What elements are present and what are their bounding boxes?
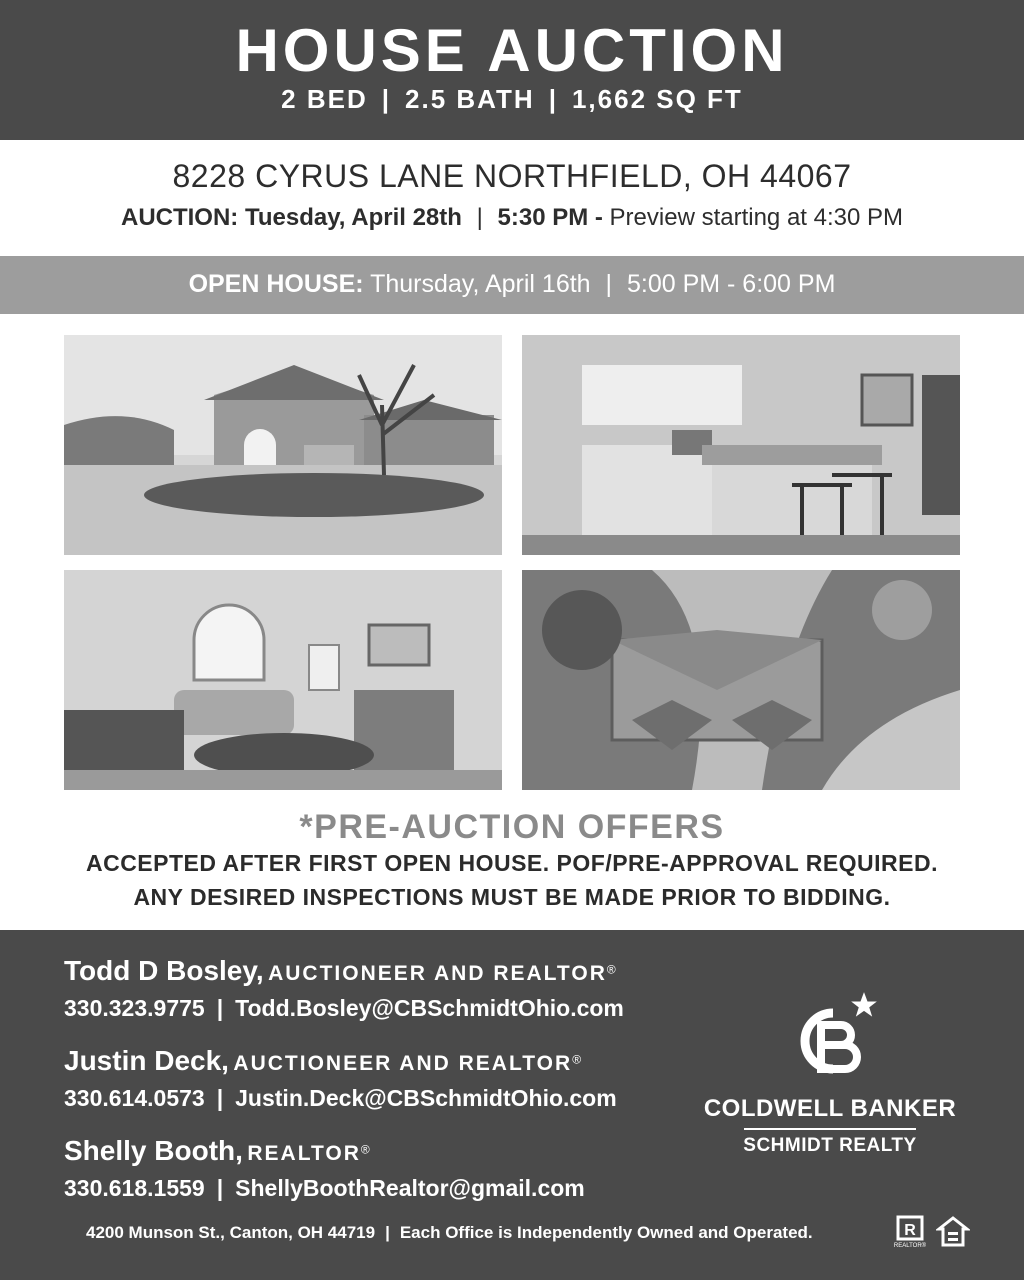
realtor-icon bbox=[894, 1215, 930, 1249]
realtor-mark: R bbox=[904, 1222, 916, 1239]
property-address: 8228 CYRUS LANE NORTHFIELD, OH 44067 bbox=[172, 158, 852, 194]
office-address: 4200 Munson St., Canton, OH 44719 bbox=[86, 1223, 376, 1242]
agent-card bbox=[64, 955, 624, 1022]
auction-date: Tuesday, April 28th bbox=[244, 204, 462, 231]
auction-separator: | bbox=[476, 204, 483, 231]
footer bbox=[0, 930, 1024, 1280]
aerial-photo bbox=[522, 570, 960, 790]
registered-mark: ® bbox=[572, 1052, 582, 1067]
living-room-photo bbox=[64, 570, 502, 790]
agent-card bbox=[64, 1045, 617, 1112]
auction-time: 5:30 PM - bbox=[497, 204, 603, 231]
disclaimer-separator: | bbox=[385, 1223, 390, 1242]
office-disclaimer bbox=[86, 1223, 813, 1243]
offers-requirement: ACCEPTED AFTER FIRST OPEN HOUSE. POF/PRE-APPROVAL REQUIRED. bbox=[85, 850, 939, 876]
baths-count: 2.5 BATH bbox=[405, 84, 535, 114]
agent-phone[interactable]: 330.614.0573 bbox=[64, 1085, 205, 1111]
agent-role: AUCTIONEER AND REALTOR bbox=[233, 1052, 573, 1075]
agent-name: Justin Deck, bbox=[64, 1045, 229, 1076]
auction-label: AUCTION: bbox=[120, 204, 239, 231]
offers-title: *PRE-AUCTION OFFERS bbox=[299, 808, 725, 846]
brand-divider bbox=[744, 1128, 916, 1130]
agent-phone[interactable]: 330.323.9775 bbox=[64, 995, 205, 1021]
equal-housing-icon bbox=[936, 1215, 970, 1249]
square-footage: 1,662 SQ FT bbox=[571, 84, 743, 114]
agent-email[interactable]: Todd.Bosley@CBSchmidtOhio.com bbox=[235, 995, 624, 1021]
inspections-notice: ANY DESIRED INSPECTIONS MUST BE MADE PRIOR TO BIDDING. bbox=[133, 884, 891, 910]
open-house-details bbox=[0, 270, 1024, 299]
exterior-photo bbox=[64, 335, 502, 555]
realtor-caption: REALTOR® bbox=[894, 1243, 927, 1249]
brand-office: SCHMIDT REALTY bbox=[743, 1135, 917, 1156]
registered-mark: ® bbox=[606, 962, 616, 977]
open-house-label: OPEN HOUSE: bbox=[188, 270, 364, 298]
auction-details bbox=[0, 204, 1024, 232]
property-specs bbox=[0, 84, 1024, 115]
agent-role: REALTOR bbox=[247, 1142, 361, 1165]
preview-time: Preview starting at 4:30 PM bbox=[609, 204, 904, 231]
open-house-bar bbox=[0, 256, 1024, 314]
registered-mark: ® bbox=[360, 1142, 370, 1157]
agent-card bbox=[64, 1135, 585, 1202]
contact-separator: | bbox=[216, 1085, 224, 1111]
open-house-date: Thursday, April 16th bbox=[370, 270, 591, 298]
agent-phone[interactable]: 330.618.1559 bbox=[64, 1175, 205, 1201]
open-house-separator: | bbox=[605, 270, 613, 298]
agent-name: Todd D Bosley, bbox=[64, 955, 264, 986]
compliance-icons bbox=[894, 1215, 970, 1249]
agent-name: Shelly Booth, bbox=[64, 1135, 243, 1166]
agent-role: AUCTIONEER AND REALTOR bbox=[268, 962, 607, 985]
star-icon bbox=[850, 991, 878, 1024]
specs-separator: | bbox=[548, 84, 558, 114]
kitchen-photo bbox=[522, 335, 960, 555]
contact-separator: | bbox=[216, 995, 224, 1021]
header-banner bbox=[0, 0, 1024, 140]
contact-separator: | bbox=[216, 1175, 224, 1201]
agent-email[interactable]: Justin.Deck@CBSchmidtOhio.com bbox=[235, 1085, 617, 1111]
independent-ownership: Each Office is Independently Owned and Operated. bbox=[399, 1223, 813, 1242]
agent-email[interactable]: ShellyBoothRealtor@gmail.com bbox=[235, 1175, 585, 1201]
brand-name: COLDWELL BANKER bbox=[703, 1095, 957, 1122]
specs-separator: | bbox=[381, 84, 392, 114]
page-title: HOUSE AUCTION bbox=[235, 17, 789, 84]
open-house-time: 5:00 PM - 6:00 PM bbox=[626, 270, 836, 298]
beds-count: 2 BED bbox=[281, 84, 368, 114]
